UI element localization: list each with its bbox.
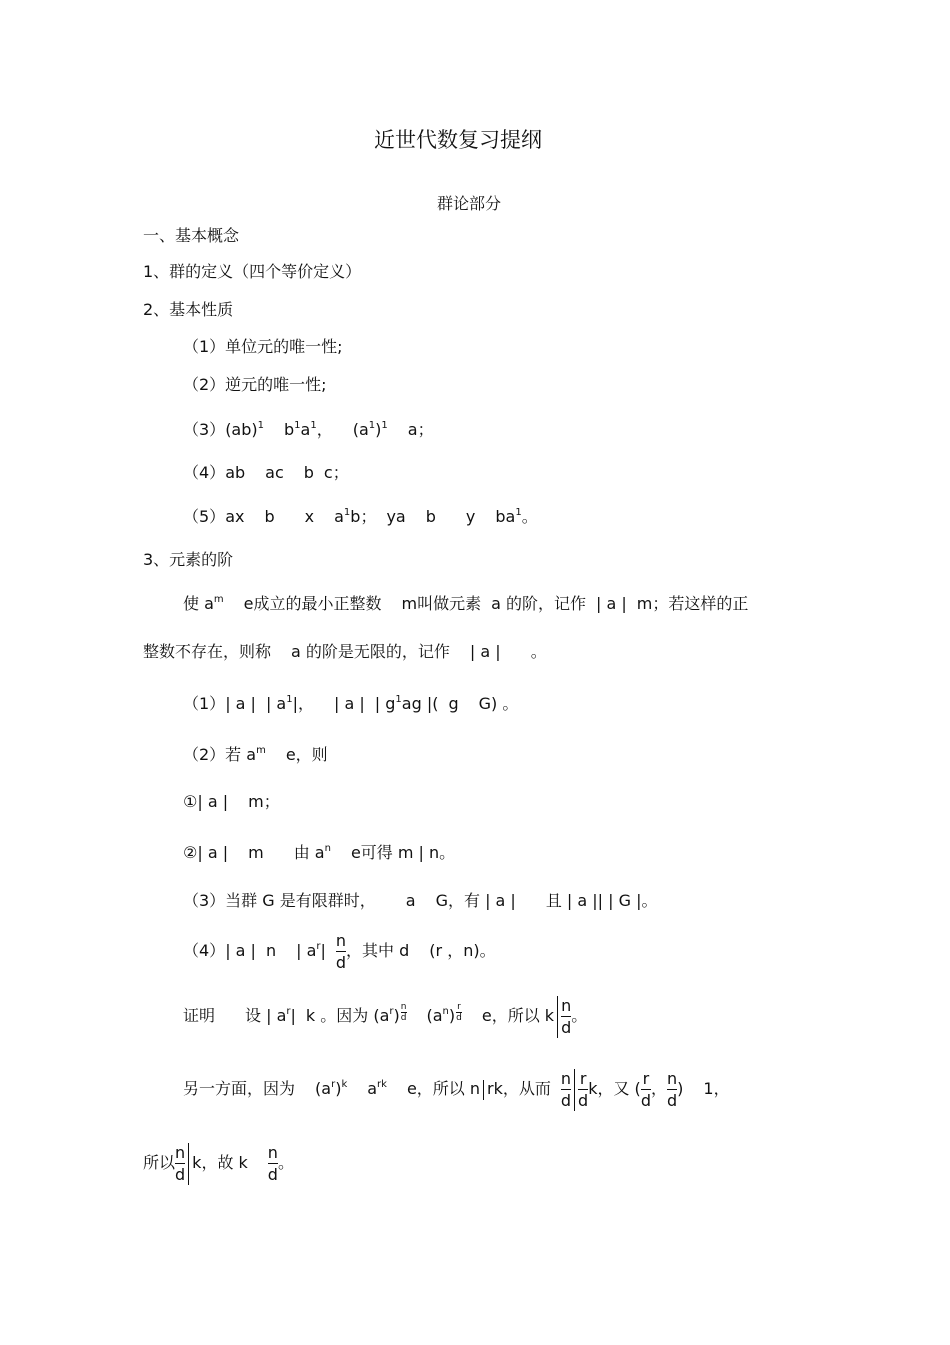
fraction — [641, 1068, 651, 1111]
superscript: 1 — [310, 420, 317, 431]
math-text: | g — [374, 694, 396, 713]
math-text: c； — [323, 463, 349, 482]
order-property-2a — [183, 792, 280, 812]
superscript: r — [331, 1079, 336, 1090]
superscript: 1 — [257, 420, 265, 431]
numerator: n — [666, 1069, 678, 1088]
denominator: d — [561, 1018, 572, 1037]
math-text: ) — [448, 1006, 456, 1025]
heading-basic-concepts: 一、基本概念 — [143, 226, 240, 245]
math-text: ) — [677, 1079, 684, 1098]
math-text: b — [264, 507, 275, 526]
math-text: a — [405, 891, 416, 910]
math-text: m； — [248, 792, 280, 811]
superscript: r — [316, 941, 321, 952]
math-text: y — [465, 507, 476, 526]
math-text: (ab) — [225, 420, 258, 439]
exponent-fraction — [401, 1002, 407, 1023]
text: ，其中 d — [346, 941, 410, 960]
text: k 。因为 (a — [305, 1006, 390, 1025]
text: ， — [650, 1079, 667, 1098]
numerator: r — [642, 1069, 650, 1088]
denominator: d — [335, 953, 347, 972]
math-text: | — [290, 1006, 296, 1025]
denominator: d — [666, 1091, 678, 1110]
item-group-definition: 1、群的定义（四个等价定义） — [143, 262, 362, 281]
denominator: d — [640, 1091, 651, 1110]
text: e可得 m | n。 — [350, 843, 456, 862]
denominator: d — [560, 1091, 572, 1110]
text: a 的阶，记作 — [491, 594, 587, 613]
denominator: d — [175, 1165, 186, 1184]
math-text: ax — [225, 507, 245, 526]
numerator: n — [335, 931, 347, 950]
math-text: | a | — [225, 941, 256, 960]
order-definition-line1 — [183, 594, 748, 614]
exponent-fraction — [456, 1002, 462, 1023]
text: G，有 | a | — [435, 891, 516, 910]
math-text: 设 | a — [245, 1006, 287, 1025]
text: 另一方面，因为 — [183, 1079, 296, 1098]
order-property-2b — [183, 843, 455, 863]
label: （3）当群 G 是有限群时， — [183, 891, 376, 910]
item-element-order: 3、元素的阶 — [143, 550, 234, 569]
fraction — [336, 930, 346, 973]
text: e，则 — [285, 745, 328, 764]
math-text: a； — [407, 420, 434, 439]
superscript: m — [213, 594, 224, 605]
superscript: 1 — [515, 507, 522, 518]
math-text: x — [304, 507, 315, 526]
math-text: ) — [393, 1006, 400, 1025]
fraction — [561, 995, 571, 1038]
math-text: ba — [495, 507, 516, 526]
math-text: ac — [265, 463, 284, 482]
math-text: G) 。 — [478, 694, 519, 713]
label: （2）若 a — [183, 745, 257, 764]
math-text: ①| a | — [183, 792, 229, 811]
order-property-4 — [183, 930, 496, 973]
superscript: 1 — [368, 420, 376, 431]
text: e，所以 n — [406, 1079, 481, 1098]
math-text: (r ，n)。 — [429, 941, 496, 960]
superscript: 1 — [343, 507, 351, 518]
math-text: (a — [352, 420, 369, 439]
text: 。 — [571, 1006, 588, 1025]
text: k，故 k — [192, 1153, 248, 1172]
math-text: (a — [315, 1079, 332, 1098]
superscript: n — [442, 1006, 449, 1017]
denominator: d — [578, 1091, 589, 1110]
text: 整数不存在，则称 — [143, 642, 272, 661]
text: e，所以 k — [481, 1006, 555, 1025]
math-text: a — [334, 507, 344, 526]
label: （4） — [183, 463, 226, 482]
superscript: rk — [377, 1079, 387, 1090]
text: 由 a — [293, 843, 325, 862]
text: 证明 — [183, 1006, 216, 1025]
math-text: | a — [265, 694, 287, 713]
text: 且 | a || | G |。 — [545, 891, 658, 910]
math-text: ， — [316, 420, 333, 439]
math-text: a — [300, 420, 311, 439]
divides-bar — [557, 996, 558, 1038]
divides-bar — [188, 1143, 189, 1185]
text: rk，从而 — [487, 1079, 551, 1098]
order-property-3 — [183, 891, 658, 911]
label: （5） — [183, 507, 226, 526]
property-3 — [183, 420, 434, 440]
math-text: | a | — [596, 594, 627, 613]
math-text: |， — [292, 694, 315, 713]
text: k，又 ( — [588, 1079, 641, 1098]
superscript: 1 — [395, 694, 402, 705]
math-text: | a | — [225, 694, 256, 713]
property-1: （1）单位元的唯一性; — [183, 337, 343, 356]
math-text: b — [303, 463, 314, 482]
math-text: g — [448, 694, 459, 713]
label: （1） — [183, 694, 226, 713]
proof-line — [183, 995, 587, 1038]
numerator: r — [457, 1002, 461, 1012]
text: 所以 — [143, 1153, 176, 1172]
superscript: r — [389, 1006, 394, 1017]
math-text: | — [320, 941, 326, 960]
superscript: 1 — [381, 420, 388, 431]
conclusion-line — [143, 1142, 294, 1185]
text: 。 — [530, 642, 547, 661]
denominator: d — [456, 1013, 462, 1023]
math-text: | a | — [469, 642, 501, 661]
math-text: ag |( — [401, 694, 439, 713]
page-title: 近世代数复习提纲 — [374, 128, 542, 152]
order-property-2 — [183, 745, 328, 765]
numerator: n — [561, 996, 572, 1015]
superscript: 1 — [294, 420, 301, 431]
fraction — [667, 1068, 677, 1111]
superscript: k — [341, 1079, 348, 1090]
divides-bar — [574, 1069, 575, 1111]
math-text: b — [425, 507, 436, 526]
math-text: ya — [386, 507, 406, 526]
math-text: | a — [296, 941, 317, 960]
superscript: r — [286, 1006, 291, 1017]
fraction — [175, 1142, 185, 1185]
math-text: a — [367, 1079, 378, 1098]
fraction — [578, 1068, 588, 1111]
label: （4） — [183, 941, 226, 960]
text: m；若这样的正 — [636, 594, 749, 613]
denominator: d — [400, 1013, 407, 1023]
math-text: b — [284, 420, 295, 439]
math-text: ) — [335, 1079, 342, 1098]
text: 使 a — [183, 594, 214, 613]
section-title: 群论部分 — [437, 194, 502, 213]
order-definition-line2 — [143, 642, 547, 662]
math-text: (a — [426, 1006, 443, 1025]
text: a 的阶是无限的，记作 — [291, 642, 450, 661]
numerator: n — [267, 1143, 278, 1162]
order-property-1 — [183, 694, 518, 714]
math-text: m — [248, 843, 264, 862]
superscript: n — [324, 843, 331, 854]
text: 。 — [277, 1153, 294, 1172]
text: m叫做元素 — [401, 594, 482, 613]
superscript: 1 — [286, 694, 293, 705]
numerator: n — [175, 1143, 186, 1162]
math-text: ②| a | — [183, 843, 229, 862]
property-4 — [183, 463, 349, 483]
divides-bar — [483, 1080, 484, 1100]
label: （3） — [183, 420, 226, 439]
fraction — [268, 1142, 278, 1185]
numerator: r — [579, 1069, 587, 1088]
text: e成立的最小正整数 — [243, 594, 382, 613]
property-2: （2）逆元的唯一性; — [183, 375, 327, 394]
text: 1， — [703, 1079, 730, 1098]
other-direction-line — [183, 1068, 730, 1111]
math-text: 。 — [521, 507, 538, 526]
math-text: | a | — [334, 694, 365, 713]
math-text: n — [265, 941, 277, 960]
property-5 — [183, 507, 538, 527]
math-text: ) — [375, 420, 382, 439]
numerator: n — [560, 1069, 572, 1088]
math-text: ab — [225, 463, 246, 482]
superscript: m — [256, 745, 266, 756]
item-basic-properties: 2、基本性质 — [143, 300, 234, 319]
numerator: n — [400, 1002, 407, 1012]
fraction — [561, 1068, 571, 1111]
denominator: d — [267, 1165, 278, 1184]
math-text: b； — [350, 507, 377, 526]
